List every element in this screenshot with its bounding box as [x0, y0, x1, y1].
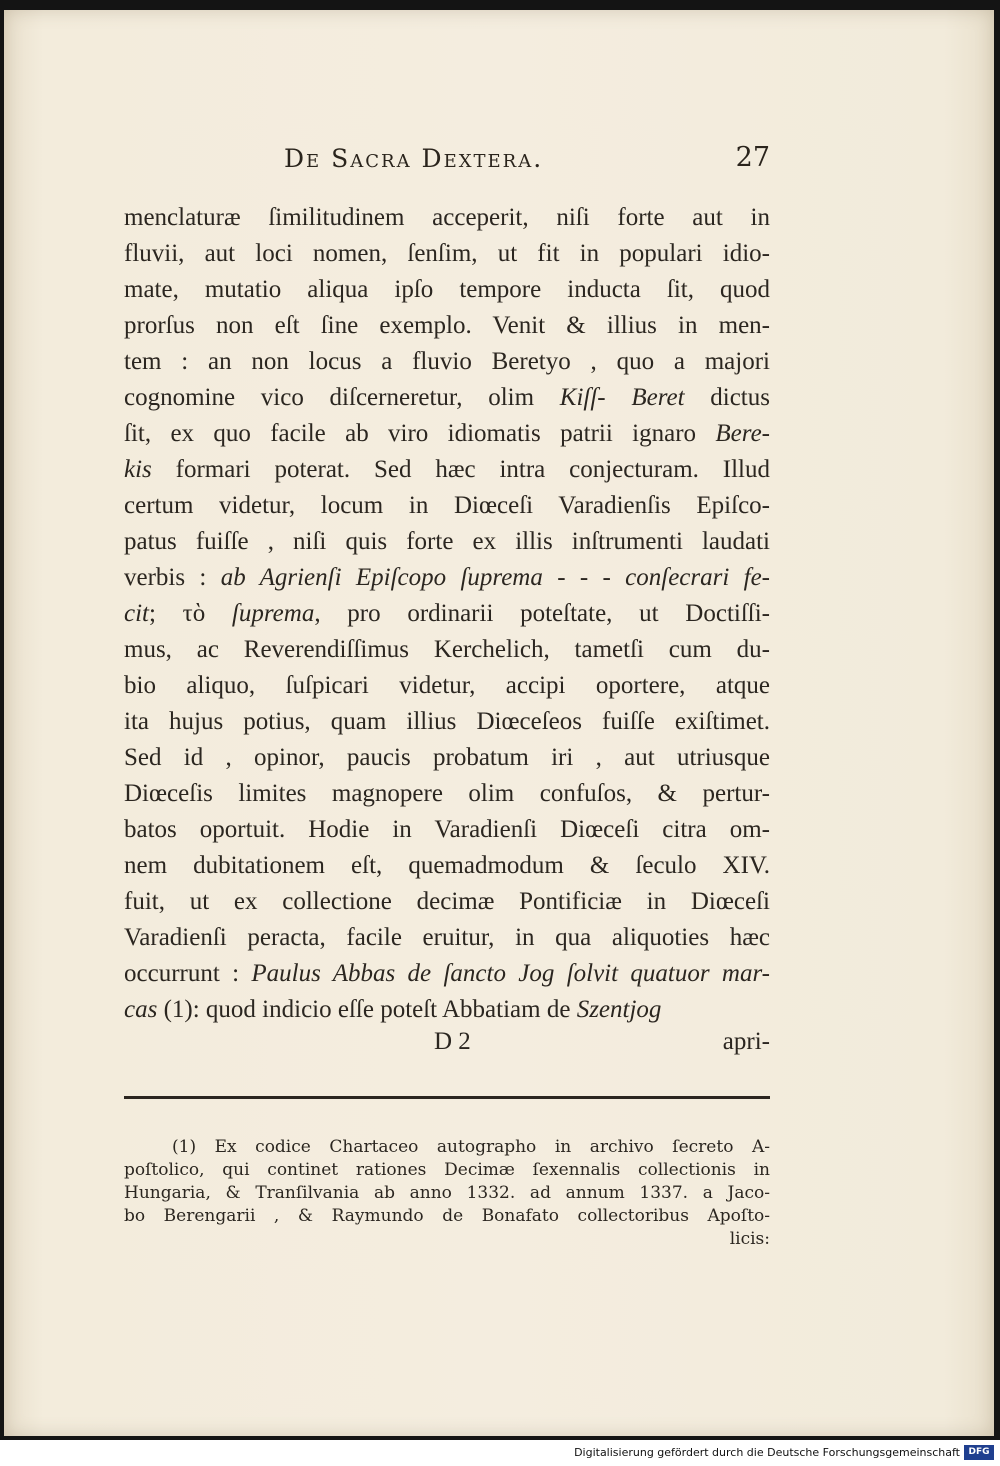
body-line — [124, 272, 770, 308]
body-line — [124, 992, 770, 1028]
body-line — [124, 668, 770, 704]
italic-text: cit — [124, 600, 149, 627]
footnote-line: licis: — [729, 1229, 770, 1249]
body-text-segment: ſit, ex quo facile ab viro idiomatis patrii ignaro — [124, 420, 716, 447]
italic-text: kis — [124, 456, 152, 483]
body-text-segment: mate, mutatio aliqua ipſo tempore inducta ſit, quod — [124, 276, 770, 303]
body-text — [124, 200, 770, 1028]
dfg-logo-icon: DFG — [964, 1445, 994, 1460]
body-text-segment: patus fuiſſe , niſi quis forte ex illis inſtrumenti laudati — [124, 528, 770, 555]
running-title: De Sacra Dextera. — [284, 144, 544, 173]
body-text-segment: nem dubitationem eſt, quemadmodum & ſeculo XIV. — [124, 852, 770, 879]
body-text-segment: batos oportuit. Hodie in Varadienſi Diœceſi citra om- — [124, 816, 770, 843]
italic-text: Kiſſ- Beret — [559, 384, 685, 411]
page-number: 27 — [735, 142, 770, 173]
signature-mark: D 2 — [434, 1028, 471, 1055]
body-text-segment: menclaturæ ſimilitudinem acceperit, niſi forte aut in — [124, 204, 770, 231]
italic-text: Bere- — [715, 420, 770, 447]
body-text-segment: occurrunt : — [124, 960, 252, 987]
footnote-line: (1) Ex codice Chartaceo autographo in archivo ſecreto A- — [172, 1137, 770, 1157]
running-head — [124, 140, 770, 180]
body-text-segment: certum videtur, locum in Diœceſi Varadienſis Epiſco- — [124, 492, 770, 519]
footnote-line: bo Berengarii , & Raymundo de Bonafato collectoribus Apoſto- — [124, 1206, 770, 1226]
credit-bar — [0, 1440, 1000, 1466]
footnote-line: Hungaria, & Tranſilvania ab anno 1332. ad annum 1337. a Jaco- — [124, 1183, 770, 1203]
body-line — [124, 344, 770, 380]
body-text-segment: Varadienſi peracta, facile eruitur, in qua aliquoties hæc — [124, 924, 770, 951]
body-text-segment: prorſus non eſt ſine exemplo. Venit & illius in men- — [124, 312, 770, 339]
body-line — [124, 776, 770, 812]
body-text-segment: ; τὸ — [149, 600, 232, 627]
body-text-segment: fuit, ut ex collectione decimæ Pontificiæ in Diœceſi — [124, 888, 770, 915]
body-line — [124, 416, 770, 452]
footnote-rule — [124, 1096, 770, 1099]
body-line — [124, 560, 770, 596]
body-text-segment: verbis : — [124, 564, 221, 591]
body-text-segment: , pro ordinarii poteſtate, ut Doctiſſi- — [314, 600, 770, 627]
italic-text: ſuprema — [231, 600, 315, 627]
body-line — [124, 632, 770, 668]
body-line — [124, 452, 770, 488]
body-text-segment: dictus — [684, 384, 770, 411]
body-text-segment: Sed id , opinor, paucis probatum iri , aut utriusque — [124, 744, 770, 771]
body-text-segment: mus, ac Reverendiſſimus Kerchelich, tametſi cum du- — [124, 636, 770, 663]
body-text-segment: bio aliquo, ſuſpicari videtur, accipi oportere, atque — [124, 672, 770, 699]
footnote-line: poſtolico, qui continet rationes Decimæ ſexennalis collectionis in — [124, 1160, 770, 1180]
body-line — [124, 524, 770, 560]
body-text-segment: fluvii, aut loci nomen, ſenſim, ut fit in populari idio- — [124, 240, 770, 267]
body-line — [124, 200, 770, 236]
italic-text: ab Agrienſi Epiſcopo ſuprema - - - conſecrari fe- — [220, 564, 771, 591]
body-line — [124, 704, 770, 740]
body-line — [124, 812, 770, 848]
body-line — [124, 848, 770, 884]
body-line — [124, 884, 770, 920]
body-line — [124, 956, 770, 992]
italic-text: cas — [124, 996, 158, 1023]
body-text-segment: cognomine vico diſcerneretur, olim — [124, 384, 560, 411]
body-line — [124, 308, 770, 344]
body-text-segment: Diœceſis limites magnopere olim confuſos, & pertur- — [124, 780, 770, 807]
body-line — [124, 740, 770, 776]
body-line — [124, 920, 770, 956]
body-text-segment: formari poterat. Sed hæc intra conjecturam. Illud — [151, 456, 770, 483]
body-text-segment: tem : an non locus a fluvio Beretyo , quo a majori — [124, 348, 770, 375]
body-text-segment: ita hujus potius, quam illius Diœceſeos fuiſſe exiſtimet. — [124, 708, 770, 735]
signature-line — [124, 1026, 770, 1064]
body-line — [124, 236, 770, 272]
body-line — [124, 488, 770, 524]
body-line — [124, 380, 770, 416]
body-line — [124, 596, 770, 632]
body-text-segment: (1): quod indicio eſſe poteſt Abbatiam de — [157, 996, 577, 1023]
credit-text: Digitalisierung gefördert durch die Deutsche Forschungsgemeinschaft — [574, 1446, 960, 1459]
footnote — [124, 1136, 770, 1251]
italic-text: Paulus Abbas de ſancto Jog ſolvit quatuor mar- — [251, 960, 770, 987]
italic-text: Szentjog — [576, 996, 662, 1023]
catchword: apri- — [722, 1028, 770, 1055]
